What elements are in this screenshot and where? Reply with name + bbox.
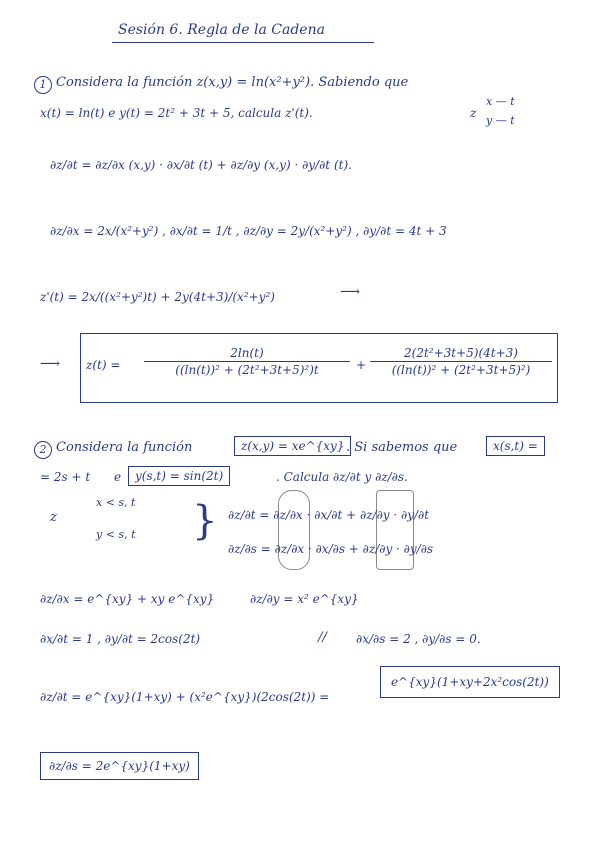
zt-term1-fraction (144, 346, 350, 377)
zt-label: z(t) = (86, 358, 121, 372)
exercise-1-tree-root: z (470, 106, 477, 120)
zt-term2-fraction (370, 346, 552, 377)
highlight-dz-dy (376, 490, 414, 570)
exercise-1-number: 1 (34, 76, 52, 94)
exercise-2-separator: // (318, 630, 327, 645)
exercise-2-number: 2 (34, 441, 52, 459)
exercise-2-tree-root: z (50, 510, 57, 525)
highlight-dz-dx (278, 490, 310, 570)
zt-plus: + (356, 358, 367, 372)
exercise-2-dzdy: ∂z/∂y = x² e^{xy} (250, 592, 359, 606)
exercise-2-tree-y: y < s, t (96, 528, 136, 541)
exercise-2-dzds-answer-box: ∂z/∂s = 2e^{xy}(1+xy) (40, 752, 199, 780)
exercise-2-dzdt-result: ∂z/∂t = e^{xy}(1+xy) + (x²e^{xy})(2cos(2t)) = (40, 690, 330, 704)
exercise-2-chain-t: ∂z/∂t = ∂z/∂x · ∂x/∂t + ∂z/∂y · ∂y/∂t (228, 508, 430, 522)
fraction-bar (144, 361, 350, 362)
exercise-2-statement-a: Considera la función (56, 440, 193, 455)
brace-icon: } (192, 498, 218, 544)
exercise-1-tree-x: x — t (486, 95, 515, 108)
exercise-1-partial-derivatives: ∂z/∂x = 2x/(x²+y²) , ∂x/∂t = 1/t , ∂z/∂y = 2y/(x²+y²) , ∂y/∂t = 4t + 3 (50, 224, 447, 238)
exercise-2-xdef-value: = 2s + t (40, 470, 91, 484)
fraction-bar (370, 361, 552, 362)
exercise-1-zprime: z'(t) = 2x/((x²+y²)t) + 2y(4t+3)/(x²+y²) (40, 290, 275, 304)
exercise-2-statement-b: . Si sabemos que (346, 440, 458, 455)
exercise-1-chain-rule: ∂z/∂t = ∂z/∂x (x,y) · ∂x/∂t (t) + ∂z/∂y (x,y) · ∂y/∂t (t). (50, 158, 352, 172)
exercise-2-statement-c: . Calcula ∂z/∂t y ∂z/∂s. (276, 470, 408, 484)
exercise-2-dzdt-answer-box: e^{xy}(1+xy+2x²cos(2t)) (380, 666, 560, 698)
arrow-right-icon: ⟶ (340, 284, 361, 300)
zt-term1-denominator: ((ln(t))² + (2t²+3t+5)²)t (175, 363, 319, 377)
exercise-2-tree-x: x < s, t (96, 496, 136, 509)
arrow-right-icon: ⟶ (40, 356, 61, 372)
title-underline (112, 42, 374, 43)
exercise-2-dzdx: ∂z/∂x = e^{xy} + xy e^{xy} (40, 592, 215, 606)
exercise-1-statement-line2: x(t) = ln(t) e y(t) = 2t² + 3t + 5, calcula z'(t). (40, 106, 313, 120)
zt-term2-numerator: 2(2t²+3t+5)(4t+3) (404, 346, 518, 360)
exercise-1-statement-line1: Considera la función z(x,y) = ln(x²+y²). Sabiendo que (56, 75, 409, 90)
zt-term1-numerator: 2ln(t) (230, 346, 264, 360)
exercise-2-chain-s: ∂z/∂s = ∂z/∂x · ∂x/∂s + ∂z/∂y · ∂y/∂s (228, 542, 434, 556)
exercise-2-and: e (114, 470, 122, 484)
exercise-1-tree-y: y — t (486, 114, 515, 127)
zt-term2-denominator: ((ln(t))² + (2t²+3t+5)²) (391, 363, 531, 377)
exercise-2-dxds: ∂x/∂s = 2 , ∂y/∂s = 0. (356, 632, 481, 646)
exercise-2-dxdt: ∂x/∂t = 1 , ∂y/∂t = 2cos(2t) (40, 632, 201, 646)
exercise-2-function-box: z(x,y) = xe^{xy} (234, 436, 351, 456)
exercise-2-ydef-box: y(s,t) = sin(2t) (128, 466, 230, 486)
exercise-2-xdef-box: x(s,t) = (486, 436, 545, 456)
page-title: Sesión 6. Regla de la Cadena (118, 22, 325, 38)
